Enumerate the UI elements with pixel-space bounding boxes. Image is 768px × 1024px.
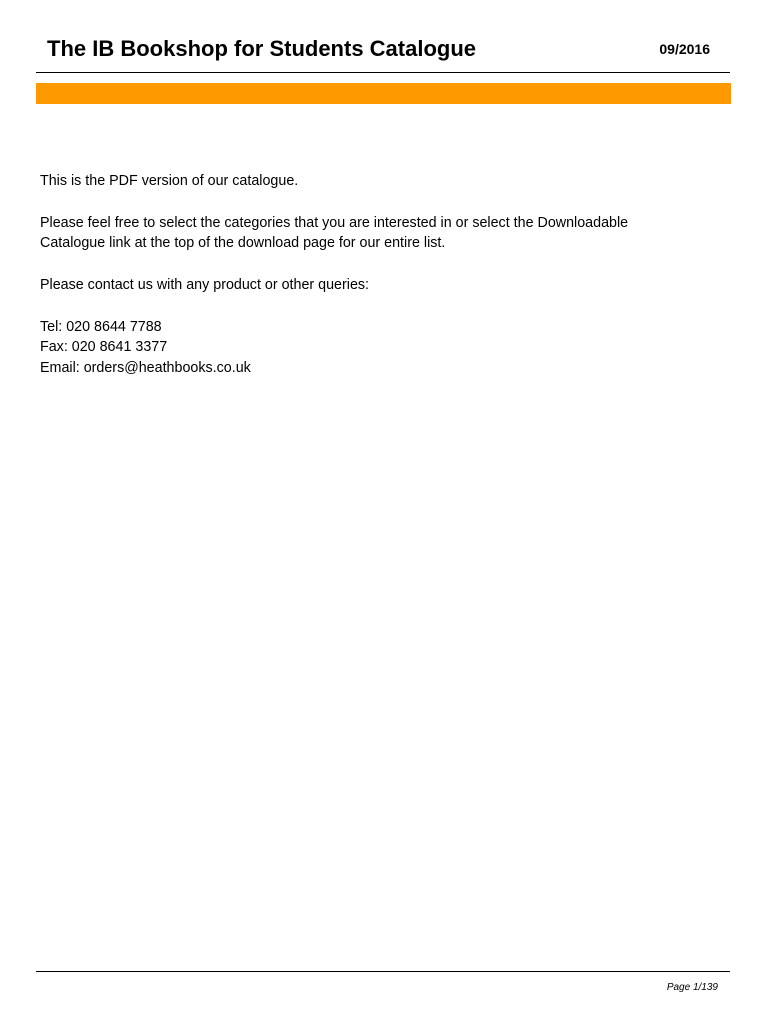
contact-details xyxy=(40,317,720,379)
email-address: Email: orders@heathbooks.co.uk xyxy=(40,360,251,377)
document-title: The IB Bookshop for Students Catalogue xyxy=(47,36,477,61)
page-number: Page 1/139 xyxy=(666,982,718,993)
fax-number: Fax: 020 8641 3377 xyxy=(40,339,168,356)
footer-divider xyxy=(36,971,730,972)
instructions-line: Catalogue link at the top of the download page for our entire list. xyxy=(40,235,446,252)
catalogue-date: 09/2016 xyxy=(659,41,710,57)
instructions-paragraph xyxy=(40,213,720,255)
telephone-number: Tel: 020 8644 7788 xyxy=(40,318,162,335)
intro-paragraph: This is the PDF version of our catalogue. xyxy=(40,173,299,189)
header-divider xyxy=(36,72,730,73)
catalogue-intro xyxy=(40,171,720,400)
contact-prompt: Please contact us with any product or other queries: xyxy=(40,276,370,293)
accent-band xyxy=(36,83,731,104)
instructions-line: Please feel free to select the categories that you are interested in or select the Downloadable xyxy=(40,214,629,231)
